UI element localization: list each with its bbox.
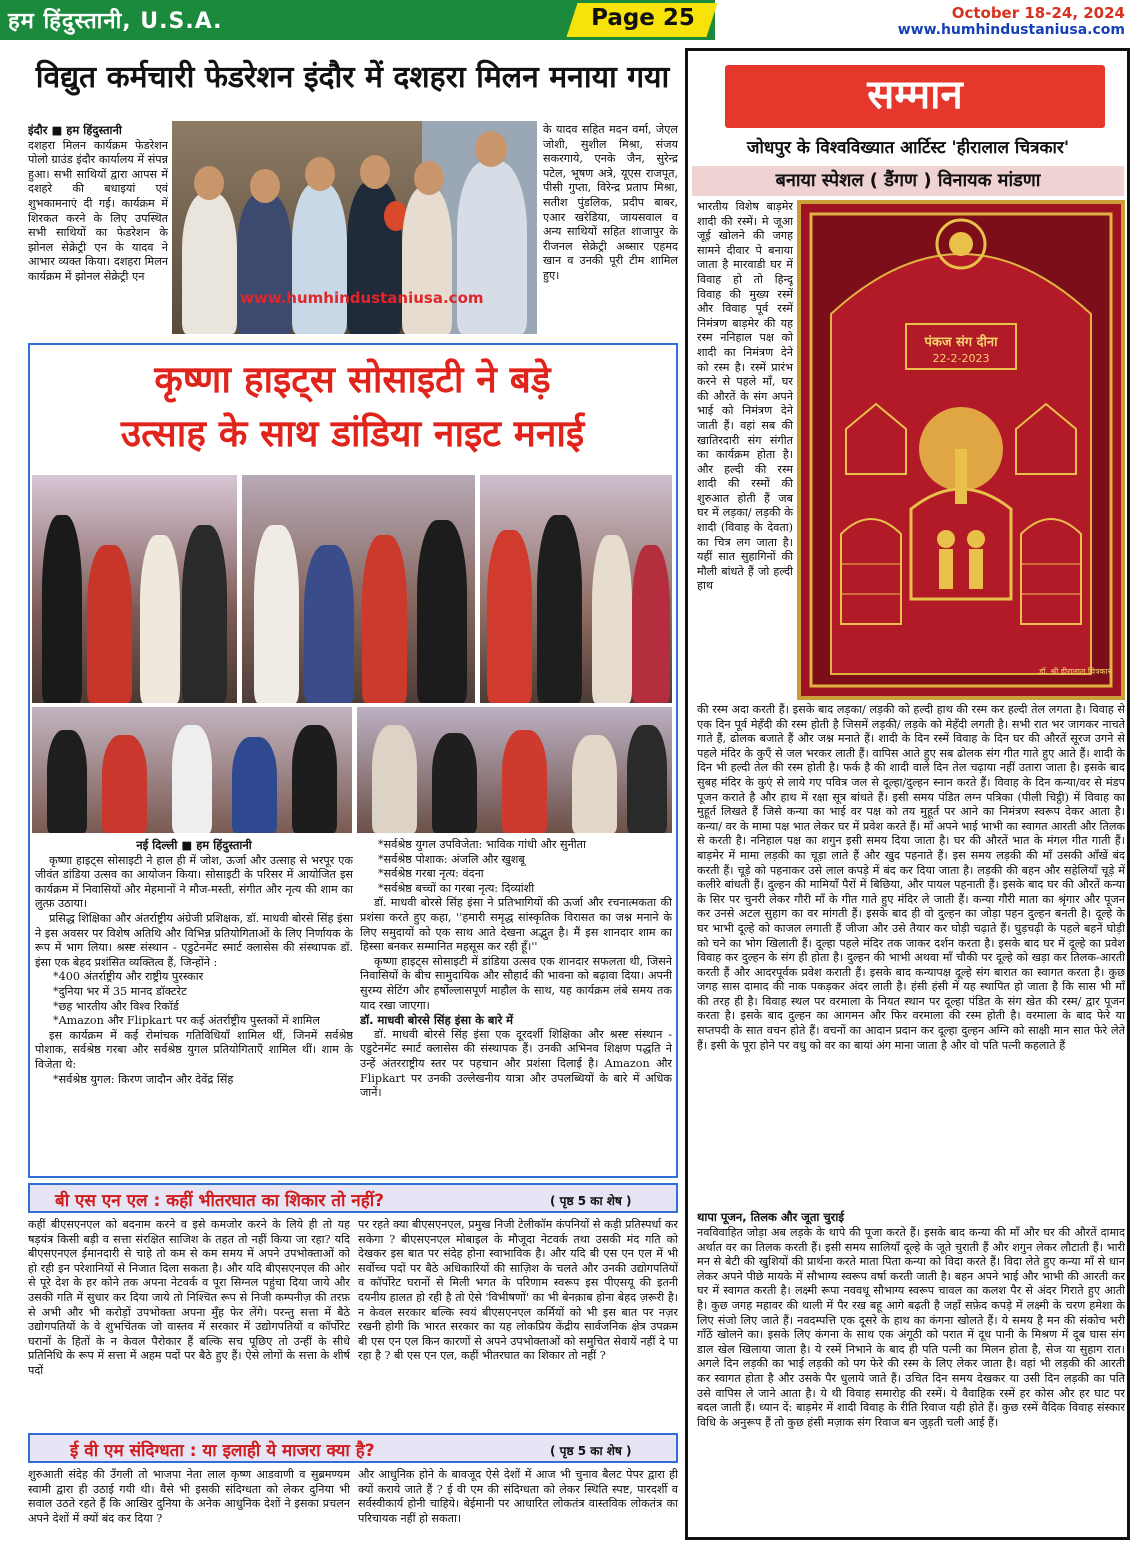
story1-col1-text: दशहरा मिलन कार्यक्रम फेडरेशन पोलो ग्राउंड इंदौर कार्यालय में संपन्न हुआ। सभी साथियों द्वारा आपस में दशहरे की बधाइयां एवं शुभकामनाएं दी गई। कार्यक्रम में शिरकत करने के लिए उपस्थित सभी साथियों का फेडरेशन के झोनल सेक्रेट्री एन के यादव ने आभार व्यक्त किया। दशहरा मिलन कार्यक्रम में झोनल सेक्रेट्री एन bbox=[28, 138, 168, 283]
story2-para: कृष्णा हाइट्स सोसाइटी ने हाल ही में जोश, ऊर्जा और उत्साह से भरपूर एक जीवंत डांडिया उत्सव का आयोजन किया। सोसाइटी के परिसर में आयोजित इस कार्यक्रम में निवासियों और मेहमानों ने मौज-मस्ती, संगीत और नृत्य की शाम का लुत्फ़ उठाया। bbox=[35, 853, 353, 911]
dandiya-photo-collage bbox=[32, 475, 672, 833]
story2-list-item: *Amazon और Flipkart पर कई अंतर्राष्ट्रीय पुस्तकों में शामिल bbox=[53, 1014, 320, 1028]
story1-col2: के यादव सहित मदन वर्मा, जेएल जोशी, सुशील मिश्रा, संजय सकरगाये, एनके जैन, सुरेन्द्र पटेल, भूषण अत्रे, यूएस राजपूत, पीसी गुप्ता, विरेन्द्र प्रताप मिश्रा, सतीश पुंडलिक, प्रदीप बाबर, एआर खरेडिया, जायसवाल व अन्य साथियों सहित शाजापुर के रीजनल सेक्रेट्री अब्सार एहमद खान व उनकी पूरी टीम शामिल हुए। bbox=[543, 123, 678, 282]
story2-col1 bbox=[35, 838, 353, 1174]
story1-dateline: इंदौर ■ हम हिंदुस्तानी bbox=[28, 123, 122, 137]
story2-list-item: *सर्वश्रेष्ठ पोशाक: अंजलि और खुशबू bbox=[378, 852, 525, 866]
story2-headline bbox=[30, 353, 675, 461]
sidebar-subhead: थापा पूजन, तिलक और जूता चुराई bbox=[697, 1210, 844, 1224]
story2-list-item: *दुनिया भर में 35 मानद डॉक्टरेट bbox=[53, 984, 187, 998]
bsnl-continued-ref: ( पृष्ठ 5 का शेष ) bbox=[550, 1194, 632, 1208]
sidebar-narrow-col: भारतीय विशेष बाड़मेर शादी की रस्में। मे जूआ जूई खोलने की जगह सामने दीवार पे बनाया जाता है मारवाडी घर में विवाह हो तो हिन्दू विवाह की मुख्य रस्में और विवाह पूर्व रस्में निमंत्रण बाड़मेर की यह रस्म ननिहाल पक्ष को शादी का निमंत्रण देने को रस्म है। रस्में प्रारंभ करने से पहले माँ, घर की औरतें के संग अपने भाई को निमंत्रण देने जाती हैं। वहां सब की खातिरदारी संग संगीत का कार्यक्रम होता है। और हल्दी की रस्म शादी की रस्मों की शुरुआत होती हैं जब घर में लड़का/ लड़की के शादी (विवाह के देवता) का चित्र लग जाता है। यहीं सात सुहागिनों की मौली बांधते हैं जो हल्दी हाथ bbox=[697, 200, 793, 593]
story2-headline-line1: कृष्णा हाइट्स सोसाइटी ने बड़े bbox=[154, 358, 551, 401]
bsnl-col2: पर रहते क्या बीएसएनएल, प्रमुख निजी टेलीकॉम कंपनियों से कड़ी प्रतिस्पर्धा कर सकेगा ? बीएसएनएल मोबाइल के मौजूदा नेटवर्क तथा उसकी मंद गति को देखकर इस बात पर संदेह होना स्वाभाविक है। और यदि बी एस एन एल में भी सर्वोच्च पदों पर बैठे अधिकारियों की साज़िश के चलते और उनकी उद्योगपतियों व कॉर्पोरेट घरानों से मिली भगत के परिणाम स्वरूप इस पीएसयू की इतनी दयनीय हालत हो रही है तो ऐसे 'विभीषणों' का भी बेनक़ाब होना बेहद ज़रूरी है। न केवल सरकार बल्कि स्वयं बीएसएनएल कर्मियों को भी इस बात पर नज़र रखनी होगी कि भारत सरकार का यह लोकप्रिय केंद्रीय सार्वजनिक क्षेत्र उपक्रम बी एस एन एल किन कारणों से अपने उपभोक्ताओं को समुचित सेवायें नहीं दे पा रहा है ? बी एस एन एल, कहीं भीतरघात का शिकार तो नहीं ? bbox=[358, 1218, 678, 1363]
story2-col2 bbox=[360, 838, 672, 1174]
sidebar-wide-col: की रस्म अदा करती हैं। इसके बाद लड़का/ लड़की को हल्दी हाथ की रस्म कर हल्दी तेल लगता है। विवाह से एक दिन पूर्व मेहँदी की रस्म होती है जिसमें लड़की/ लड़के को मेहँदी लगती है। सभी रात भर जागकर नाचते गाते हैं, ढोलक बजाते हैं और जश्न मनाते हैं। शादी के दिन रस्में विवाह के दिन घर की औरतें सूरज उगने से पहले मंदिर के कुएँ से जल भरकर लाती हैं। वापिस आते हुए सब ढोलक संग गीत गाते हुए आते हैं। शादी के दिन भी हल्दी तेल की रस्म होती है। फर्क है की शादी वाले दिन तेल चढ़ाया नहीं उतारा जाता है। इसके बाद सुबह मंदिर के कुएं से लाये गए पवित्र जल से दूल्हा/दुल्हन स्नान करते हैं। विवाह के दिन कन्या/वर से मंडप पूजन कराते है और हाथ में रक्षा सूत्र बांधते हैं। इसी समय पंडित लग्न पत्रिका (पीली चिट्ठी) में विवाह का मुहूर्त लिखते हैं जिसे कन्या का भाई वर पक्ष को तय मुहूर्त पर आने का निमंत्रण स्वरूप देकर आता है। कन्या/ वर के मामा पक्ष भात लेकर घर में प्रवेश करते हैं। माँ अपने भाई भाभी का स्वागत आरती और तिलक से करती है। ननिहाल पक्ष का शगुन इसी समय दिया जाता है। घर की औरतें भात के मंगल गीत गाती हैं। बाड़मेर में मामा लड़की का चूड़ा लाते हैं और खुद पहनाते हैं। इस समय लड़की की माँ उसकी आँखें बंद करती हैं। चूड़े को पहनाकर उसे लाल कपड़े में बंद कर दिया जाता है। लड़की की बहन और सहेलियाँ चूड़े में कलीरे बांधती हैं। दुल्हन की मामियाँ पैरों में बिछिया, और पायल पहनाती हैं। इसके बाद घर की औरतें कन्या के सिर पर चुनरी लेकर गौरी माँ के गीत गाते हुए मंदिर ले जाती हैं। कन्या गौरी माता का श्रृंगार और पूजन कर उनसे अटल सुहाग का वर मांगती हैं। इसके बाद ही वो दुल्हन का जोड़ा पहन दुल्हन बनती है। दूल्हे के घर भाभी दूल्हे को काजल लगाती हैं जीजा और उसे तैयार कर घोड़ी चढ़ाते हैं। घुड़चढ़ी के पहले बहनें घोड़ी को चने का भोग खिलाती हैं। दूल्हा पहले मंदिर तक जाकर दर्शन करता है। इसके बाद घर में दूल्हे का प्रवेश विवाह कर दुल्हन के संग ही होता है। दुल्हन की भाभी अथवा माँ चौकी पर दूल्हे को खड़ा कर तिलक-आरती करती हैं और आदरपूर्वक प्रवेश कराती हैं। इसके बाद कन्यापक्ष दूल्हे संग बारात का स्वागत करता है। कुछ जगह सास दामाद की नाक पकड़कर अंदर लाती है। हंसी हंसी में यह स्थापित हो जाता है कि सास भी माँ की तरह ही है। विवाह स्थल पर वरमाला के नियत स्थान पर दूल्हा पंडित के संग खेत की रस्म/ द्वार पूजन करता है। इसके बाद दुल्हन का आगमन और फिर वरमाला की रस्म होती है। वरमाला के बाद फेरे या सप्तपदी के सात वचन होते हैं। वचनों का आदान प्रदान कर दूल्हा दुल्हन अग्नि को साक्षी मान सात फेरे लेते हैं। इसी के पूरा होने पर वधु को वर का बायां अंग माना जाता है और वो पति पत्नी कहलाते हैं bbox=[697, 703, 1125, 1052]
paper-name: हम हिंदुस्तानी, U.S.A. bbox=[8, 9, 223, 34]
story2-headline-line2: उत्साह के साथ डांडिया नाइट मनाई bbox=[120, 412, 585, 455]
website-link[interactable]: www.humhindustaniusa.com bbox=[897, 22, 1125, 38]
story1-photo bbox=[172, 121, 537, 334]
story2-para: कृष्णा हाइट्स सोसाइटी में डांडिया उत्सव एक शानदार सफलता थी, जिसने निवासियों के बीच सामुदायिक और सौहार्द की भावना को बढ़ावा दिया। अपनी सुरम्य सेटिंग और हर्षोल्लासपूर्ण माहौल के साथ, यह कार्यक्रम लंबे समय तक याद रखा जाएगा। bbox=[360, 954, 672, 1012]
evm-col2: और आधुनिक होने के बावजूद ऐसे देशों में आज भी चुनाव बैलट पेपर द्वारा ही क्यों कराये जाते हैं ? ई वी एम की संदिग्धता को लेकर स्थिति स्पष्ट, पारदर्शी व सर्वस्वीकार्य होनी चाहिये। बेईमानी पर आधारित लोकतंत्र वास्तविक लोकतंत्र का परिचायक नहीं हो सकता। bbox=[358, 1468, 678, 1525]
bsnl-title-band bbox=[28, 1183, 678, 1213]
story2-para: प्रसिद्ध शिक्षिका और अंतर्राष्ट्रीय अंग्रेजी प्रशिक्षक, डॉ. माधवी बोरसे सिंह इंसा ने इस अवसर पर विशेष अतिथि और विभिन्न प्रतियोगिताओं के लिए निर्णायक के रूप में भाग लिया। श्रस्ष्ट संस्थान - एडुटेनमेंट स्मार्ट क्लासेस की संस्थापक डॉ. इंसा एक बेहद प्रशंसित व्यक्तित्व हैं, जिन्होंने : bbox=[35, 911, 353, 969]
story2-list-item: *400 अंतर्राष्ट्रीय और राष्ट्रीय पुरस्कार bbox=[53, 970, 204, 984]
photo-watermark: www.humhindustaniusa.com bbox=[240, 289, 484, 307]
story2-list-item: *छह भारतीय और विश्व रिकॉर्ड bbox=[53, 999, 179, 1013]
issue-date: October 18-24, 2024 bbox=[951, 4, 1125, 22]
story2-para: डॉ. माधवी बोरसे सिंह इंसा ने प्रतिभागियों की ऊर्जा और रचनात्मकता की प्रशंसा करते हुए कहा, ''हमारी समृद्ध सांस्कृतिक विरासत का जश्न मनाने के लिए समुदायों को एक साथ आते देखना अद्भुत है। मैं इस शानदार शाम का हिस्सा बनकर सम्मानित महसूस कर रही हूँ।'' bbox=[360, 896, 672, 954]
story1-headline: विद्युत कर्मचारी फेडरेशन इंदौर में दशहरा मिलन मनाया गया bbox=[35, 60, 670, 95]
evm-title-band bbox=[28, 1433, 678, 1463]
story2-list-item: *सर्वश्रेष्ठ बच्चों का गरबा नृत्य: दिव्यांशी bbox=[378, 881, 535, 895]
page-label: Page 25 bbox=[591, 5, 695, 31]
artwork-date: 22-2-2023 bbox=[932, 352, 990, 365]
story2-list-item: *सर्वश्रेष्ठ गरबा नृत्य: वंदना bbox=[378, 867, 484, 881]
mandana-artwork bbox=[797, 200, 1125, 700]
story2-list-item: *सर्वश्रेष्ठ युगल: किरण जादौन और देवेंद्र सिंह bbox=[53, 1072, 234, 1086]
story2-subhead: डॉ. माधवी बोरसे सिंह इंसा के बारे में bbox=[360, 1013, 514, 1028]
story2-para: इस कार्यक्रम में कई रोमांचक गतिविधियाँ शामिल थीं, जिनमें सर्वश्रेष्ठ पोशाक, सर्वश्रेष्ठ गरबा और सर्वश्रेष्ठ युगल प्रतियोगिताएँ शामिल थीं। शाम के विजेता थे: bbox=[35, 1028, 353, 1071]
artwork-caption: पंकज संग दीना bbox=[924, 335, 998, 350]
bsnl-title: बी एस एन एल : कहीं भीतरघात का शिकार तो नहीं? bbox=[55, 1191, 385, 1211]
evm-title: ई वी एम संदिग्धता : या इलाही ये माजरा क्या है? bbox=[70, 1441, 375, 1461]
artwork-signature: डॉ. श्री हीरालाल चित्रकार bbox=[1039, 667, 1111, 676]
sidebar-final-col: नवविवाहित जोड़ा अब लड़के के थापे की पूजा करते हैं। इसके बाद कन्या की माँ और घर की औरतें दामाद अर्थात वर का तिलक करती हैं। इसी समय सालियाँ दूल्हे के जूते चुराती हैं और शगुन लेकर लौटाती हैं। भारी मन से बेटी की खुशियों की प्रार्थना करते माता पिता कन्या को विदा करते हैं। विदा लेते हुए कन्या माँ से धान लेकर अपने पीछे मायके में सौभाग्य स्वरूप वर्षा करती जाती है। बहन अपने भाई और भाभी की आरती कर घर में स्वागत करती है। लक्ष्मी रूपा नववधू सौभाग्य स्वरूप चावल का कलश पैर से अंदर गिराते हुए आती है। कुछ जगह महावर की थाली में पैर रख बहू आगे बढ़ती है जहाँ सफ़ेद कपड़े में लक्ष्मी के चरण हमेशा के लिए संजो लिए जाते हैं। नवदम्पत्ति एक दूसरे के हाथ का कंगना खोलते हैं। ये समय है मन की संकोच भरी गाँठें खोलने का। इसके लिए कंगना के साथ एक अंगूठी को परात में दूध पानी के मिश्रण में दूब घास संग डाल खेल खिलाया जाता है। ये रस्में निभाने के बाद ही पति पत्नी का मिलन होता है, सेज या सुहाग रात। अगले दिन लड़की का भाई लड़की को पग फेरे की रस्म के लिए लेकर जाता है। वहां भी लड़की की आरती कर स्वागत होता है और उसके पैर धुलाये जाते हैं। उचित दिन समय देखकर या उसी दिन लड़की का पति उसे वापिस ले जाने आता है। ये थी विवाह समारोह की रस्में। ये वैवाहिक रस्में हर कोस और हर घाट पर बदल जाती हैं। ध्यान दें: बाड़मेर में शादी विवाह के रीति रिवाज यही होते हैं। कुछ रस्में वैदिक विवाह संस्कार विधि के अनुरूप हैं तो कुछ हंसी मज़ाक संग रिवाज बन जुड़ती चली आई हैं। bbox=[697, 1226, 1125, 1429]
sidebar-headline: जोधपुर के विश्वविख्यात आर्टिस्ट 'हीरालाल चित्रकार' bbox=[746, 138, 1070, 158]
sidebar-subheadline: बनाया स्पेशल ( डैंगण ) विनायक मांडणा bbox=[692, 166, 1124, 196]
bsnl-col1: कहीं बीएसएनएल को बदनाम करने व इसे कमजोर करने के लिये ही तो यह षड़यंत्र किसी बड़ी व सत्ता संरक्षित साजिश के तहत तो नहीं किया जा रहा? यदि बीएसएनएल ईमानदारी से चाहे तो कम से कम समय में अपने उपभोक्ताओं को हो रही इन परेशानियों से निजात दिला सकता है। और यदि बीएसएनएल की ओर से पूरे देश के हर कोने तक अपना नेटवर्क व पूरा सिग्नल पहुंचा दिया जाये और उसकी गति में सुधार कर दिया जाये तो निश्चित रूप से निजी कम्पनीज़ की तरफ़ से अभी और भी करोड़ों उपभोक्ता अपना मुँह फेर लेंगे। परन्तु सत्ता में बैठे उद्योगपतियों के वे शुभचिंतक जो वास्तव में सरकार में उद्योगपतियों व कॉर्पोरेट घरानों के हितों के न केवल पैरोकार हैं बल्कि सच पूछिए तो उन्हीं के सीधे प्रतिनिधि के रूप में सत्ता में अहम पदों पर बैठे हुए हैं। ऐसे लोगों के सत्ता के शीर्ष पदों bbox=[28, 1218, 350, 1377]
samman-label: सम्मान bbox=[867, 72, 963, 118]
evm-continued-ref: ( पृष्ठ 5 का शेष ) bbox=[550, 1444, 632, 1458]
story2-dateline: नई दिल्ली ■ हम हिंदुस्तानी bbox=[136, 838, 252, 852]
evm-col1: शुरुआती संदेह की उँगली तो भाजपा नेता लाल कृष्ण आडवाणी व सुब्रमण्यम स्वामी द्वारा ही उठाई गयी थी। वैसे भी इसकी संदिग्धता को लेकर दुनिया भी सवाल उठते रहते हैं कि आखिर दुनिया के अनेक आधुनिक देशों ने इसका प्रचलन अपने देशों में क्यों बंद कर दिया ? bbox=[28, 1468, 350, 1525]
story2-para: डॉ. माधवी बोरसे सिंह इंसा एक दूरदर्शी शिक्षिका और श्रस्ष्ट संस्थान - एडुटेनमेंट स्मार्ट क्लासेस की संस्थापक हैं। उनकी अभिनव शिक्षण पद्धति ने उन्हें अंतरराष्ट्रीय स्तर पर पहचान और प्रशंसा दिलाई है। Amazon और Flipkart पर उनकी उल्लेखनीय यात्रा और उपलब्धियों के बारे में अधिक जानें। bbox=[360, 1027, 672, 1100]
mandana-artwork-drawing bbox=[801, 204, 1121, 696]
story1-col1 bbox=[28, 123, 168, 333]
story2-list-item: *सर्वश्रेष्ठ युगल उपविजेता: भाविक गांधी और सुनीता bbox=[378, 838, 586, 851]
